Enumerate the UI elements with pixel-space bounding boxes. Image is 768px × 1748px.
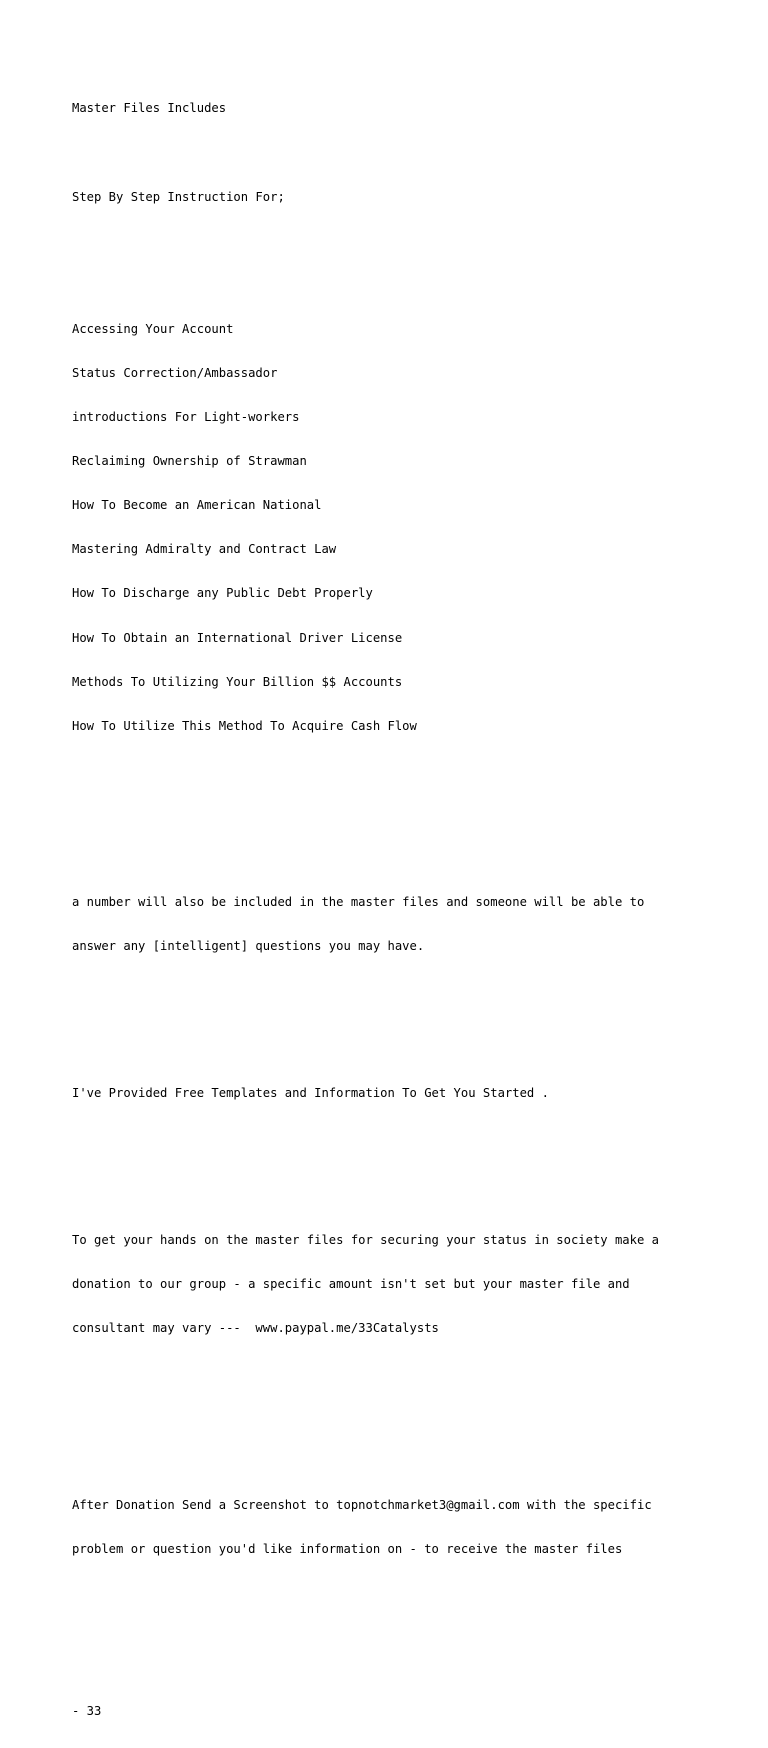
paragraph-templates: I've Provided Free Templates and Information To Get You Started . [72,1086,549,1101]
spacer [72,234,732,249]
list-item: How To Utilize This Method To Acquire Cash Flow [72,718,417,733]
paragraph-line: After Donation Send a Screenshot to topnotchmarket3@gmail.com with the specific [72,1497,652,1512]
list-item: Methods To Utilizing Your Billion $$ Accounts [72,674,403,689]
document-body [72,72,732,1748]
spacer [72,807,732,822]
spacer [72,146,732,161]
signature: - 33 [72,1703,102,1718]
spacer [72,1027,732,1042]
paragraph-line: answer any [intelligent] questions you may have. [72,939,425,954]
document-heading: Master Files Includes [72,101,227,116]
list-item: Status Correction/Ambassador [72,365,278,380]
paragraph-number [72,866,732,984]
spacer [72,1630,732,1659]
paragraph-after-donation [72,1468,732,1586]
list-item: Mastering Admiralty and Contract Law [72,542,337,557]
paragraph-donation [72,1204,732,1366]
paragraph-line: donation to our group - a specific amount isn't set but your master file and [72,1277,630,1292]
paragraph-line: problem or question you'd like information on - to receive the master files [72,1541,623,1556]
list-item: Accessing Your Account [72,321,234,336]
spacer [72,1145,732,1160]
paragraph-line: consultant may vary --- www.paypal.me/33Catalysts [72,1321,439,1336]
paragraph-line: To get your hands on the master files for securing your status in society make a [72,1233,659,1248]
paragraph-line: a number will also be included in the master files and someone will be able to [72,895,645,910]
list-item: How To Discharge any Public Debt Properly [72,586,373,601]
list-item: How To Obtain an International Driver License [72,630,403,645]
list-item: Reclaiming Ownership of Strawman [72,454,307,469]
list-item: How To Become an American National [72,498,322,513]
list-item: introductions For Light-workers [72,410,300,425]
document-subheading: Step By Step Instruction For; [72,189,285,204]
spacer [72,1410,732,1425]
instruction-list [72,292,732,762]
